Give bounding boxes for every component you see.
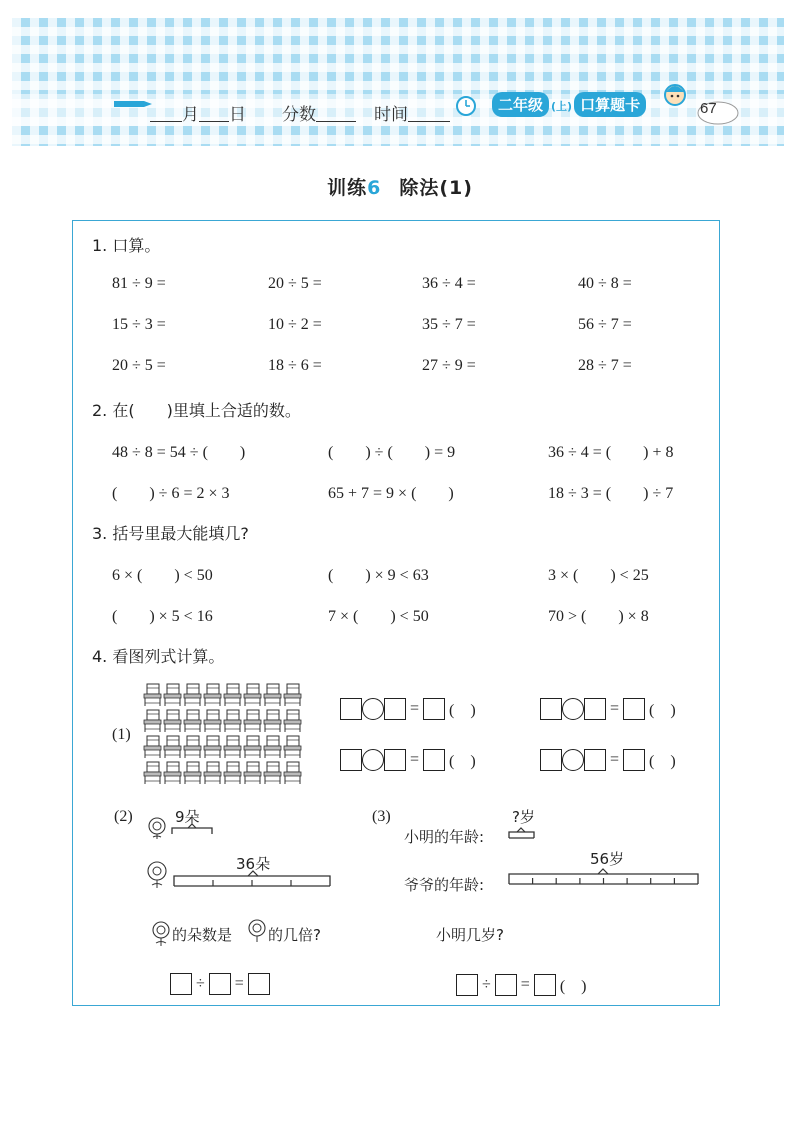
chair-icon xyxy=(244,710,261,732)
chair-icon xyxy=(164,684,181,706)
chair-icon xyxy=(144,710,161,732)
month-blank[interactable] xyxy=(150,105,182,122)
chair-icon xyxy=(224,710,241,732)
s1-r3-c4: 28 ÷ 7 = xyxy=(578,357,632,374)
chair-icon xyxy=(264,762,281,784)
chair-icon xyxy=(244,762,261,784)
chair-icon xyxy=(204,710,221,732)
p3-small-label: ?岁 xyxy=(512,808,535,826)
grade-badge: 二年级 xyxy=(492,92,549,117)
s3-r2-c3[interactable]: 70 > ( ) × 8 xyxy=(548,608,649,625)
day-label: 日 xyxy=(229,105,246,125)
s3-r1-c1[interactable]: 6 × ( ) < 50 xyxy=(112,567,213,584)
chair-icon xyxy=(224,762,241,784)
section-2-heading: 2. 在( )里填上合适的数。 xyxy=(92,401,301,420)
date-fields xyxy=(150,100,246,125)
answer-box[interactable] xyxy=(423,698,445,720)
s2-r1-c1[interactable]: 48 ÷ 8 = 54 ÷ ( ) xyxy=(112,444,246,461)
chair-icon xyxy=(164,710,181,732)
answer-box[interactable] xyxy=(456,974,478,996)
unit-paren[interactable]: ( ) xyxy=(559,978,587,995)
answer-box[interactable] xyxy=(534,974,556,996)
p1-formula-3 xyxy=(340,748,480,771)
equals-sign: = xyxy=(610,699,620,717)
p2-formula xyxy=(170,973,270,995)
p2-big-label: 36朵 xyxy=(236,855,271,873)
s2-r2-c1[interactable]: ( ) ÷ 6 = 2 × 3 xyxy=(112,485,230,502)
chair-icon xyxy=(144,684,161,706)
chair-icon xyxy=(144,762,161,784)
chair-icon xyxy=(164,762,181,784)
p2-small-label: 9朵 xyxy=(175,808,200,826)
s1-r3-c3: 27 ÷ 9 = xyxy=(422,357,476,374)
s1-r2-c2: 10 ÷ 2 = xyxy=(268,316,322,333)
operator-circle[interactable] xyxy=(562,698,584,720)
score-label: 分数 xyxy=(282,105,316,125)
s1-r3-c1: 20 ÷ 5 = xyxy=(112,357,166,374)
chair-icon xyxy=(284,762,301,784)
equals-sign: = xyxy=(410,699,420,717)
answer-box[interactable] xyxy=(540,698,562,720)
answer-box[interactable] xyxy=(540,749,562,771)
unit-paren[interactable]: ( ) xyxy=(649,702,676,719)
s1-r1-c3: 36 ÷ 4 = xyxy=(422,275,476,292)
s1-r1-c4: 40 ÷ 8 = xyxy=(578,275,632,292)
month-label: 月 xyxy=(182,105,199,125)
s1-r2-c4: 56 ÷ 7 = xyxy=(578,316,632,333)
operator-circle[interactable] xyxy=(362,698,384,720)
s2-r1-c2[interactable]: ( ) ÷ ( ) = 9 xyxy=(328,444,456,461)
flower-icon xyxy=(150,920,172,948)
flower-icon xyxy=(246,918,268,944)
chair-icon xyxy=(204,762,221,784)
answer-box[interactable] xyxy=(623,749,645,771)
divide-sign: ÷ xyxy=(196,975,205,992)
p2-question-a: 的朵数是 xyxy=(172,926,233,944)
unit-paren[interactable]: ( ) xyxy=(449,702,476,719)
s3-r2-c1[interactable]: ( ) × 5 < 16 xyxy=(112,608,213,625)
equals-sign: = xyxy=(610,750,620,768)
answer-box[interactable] xyxy=(384,749,406,771)
operator-circle[interactable] xyxy=(362,749,384,771)
section-4-heading: 4. 看图列式计算。 xyxy=(92,647,225,666)
section-3-heading: 3. 括号里最大能填几? xyxy=(92,524,249,543)
chair-icon xyxy=(224,684,241,706)
time-field xyxy=(374,100,450,125)
operator-circle[interactable] xyxy=(562,749,584,771)
s2-r2-c3[interactable]: 18 ÷ 3 = ( ) ÷ 7 xyxy=(548,485,674,502)
s1-r3-c2: 18 ÷ 6 = xyxy=(268,357,322,374)
s2-r1-c3[interactable]: 36 ÷ 4 = ( ) + 8 xyxy=(548,444,674,461)
p1-label: (1) xyxy=(112,726,131,743)
p2-big-bar xyxy=(170,866,336,892)
book-badge: 口算题卡 xyxy=(574,92,646,117)
title-number: 6 xyxy=(367,177,382,199)
equals-sign: = xyxy=(410,750,420,768)
page-title xyxy=(0,173,800,200)
chair-icon xyxy=(184,762,201,784)
chair-icon xyxy=(184,710,201,732)
answer-box[interactable] xyxy=(384,698,406,720)
flower-icon xyxy=(146,860,168,890)
pencil-icon xyxy=(114,96,154,112)
p2-label: (2) xyxy=(114,808,133,825)
answer-box[interactable] xyxy=(209,973,231,995)
chair-icon xyxy=(204,736,221,758)
answer-box[interactable] xyxy=(623,698,645,720)
p3-formula xyxy=(456,973,590,996)
p1-formula-2 xyxy=(540,697,680,720)
chair-icon xyxy=(224,736,241,758)
title-prefix: 训练 xyxy=(327,177,368,199)
chair-icon xyxy=(184,684,201,706)
unit-paren[interactable]: ( ) xyxy=(649,753,676,770)
p3-big-bar xyxy=(506,864,702,890)
term-badge: (上) xyxy=(551,100,573,113)
chair-icon xyxy=(144,736,161,758)
chair-icon xyxy=(284,684,301,706)
p3-big-label: 56岁 xyxy=(590,850,625,868)
day-blank[interactable] xyxy=(199,105,229,122)
chair-icon xyxy=(204,684,221,706)
equals-sign: = xyxy=(234,975,244,992)
p3-row1-label: 小明的年龄: xyxy=(404,828,485,846)
clock-icon xyxy=(454,94,478,118)
chair-icon xyxy=(264,684,281,706)
equals-sign: = xyxy=(520,975,530,993)
chair-icon xyxy=(264,710,281,732)
divide-sign: ÷ xyxy=(482,975,491,993)
answer-box[interactable] xyxy=(584,749,606,771)
page-number: 67 xyxy=(700,100,717,117)
s1-r2-c1: 15 ÷ 3 = xyxy=(112,316,166,333)
boy-mascot-icon xyxy=(660,80,690,114)
answer-box[interactable] xyxy=(584,698,606,720)
section-1-heading: 1. 口算。 xyxy=(92,236,161,255)
chair-icon xyxy=(284,710,301,732)
answer-box[interactable] xyxy=(340,749,362,771)
chair-icon xyxy=(164,736,181,758)
s3-r2-c2[interactable]: 7 × ( ) < 50 xyxy=(328,608,429,625)
s3-r1-c3[interactable]: 3 × ( ) < 25 xyxy=(548,567,649,584)
p1-formula-4 xyxy=(540,748,680,771)
chair-icon xyxy=(184,736,201,758)
answer-box[interactable] xyxy=(423,749,445,771)
score-blank[interactable] xyxy=(316,105,356,122)
chair-icon xyxy=(264,736,281,758)
score-field xyxy=(282,100,356,125)
time-blank[interactable] xyxy=(408,105,450,122)
answer-box[interactable] xyxy=(248,973,270,995)
title-topic: 除法(1) xyxy=(399,177,473,199)
s1-r1-c1: 81 ÷ 9 = xyxy=(112,275,166,292)
p1-formula-1 xyxy=(340,697,480,720)
s1-r1-c2: 20 ÷ 5 = xyxy=(268,275,322,292)
s1-r2-c3: 35 ÷ 7 = xyxy=(422,316,476,333)
answer-box[interactable] xyxy=(340,698,362,720)
p3-label: (3) xyxy=(372,808,391,825)
p2-small-bracket xyxy=(168,822,218,838)
s3-r1-c2[interactable]: ( ) × 9 < 63 xyxy=(328,567,429,584)
p2-question-b: 的几倍? xyxy=(268,926,321,944)
answer-box[interactable] xyxy=(495,974,517,996)
time-label: 时间 xyxy=(374,105,408,125)
answer-box[interactable] xyxy=(170,973,192,995)
p3-question: 小明几岁? xyxy=(436,926,504,944)
unit-paren[interactable]: ( ) xyxy=(449,753,476,770)
flower-icon xyxy=(146,816,168,840)
p3-row2-label: 爷爷的年龄: xyxy=(404,876,485,894)
chair-icon xyxy=(244,736,261,758)
chair-icon xyxy=(284,736,301,758)
chairs-picture xyxy=(142,682,306,790)
s2-r2-c2[interactable]: 65 + 7 = 9 × ( ) xyxy=(328,485,454,502)
chair-icon xyxy=(244,684,261,706)
p3-small-bar xyxy=(506,822,538,842)
